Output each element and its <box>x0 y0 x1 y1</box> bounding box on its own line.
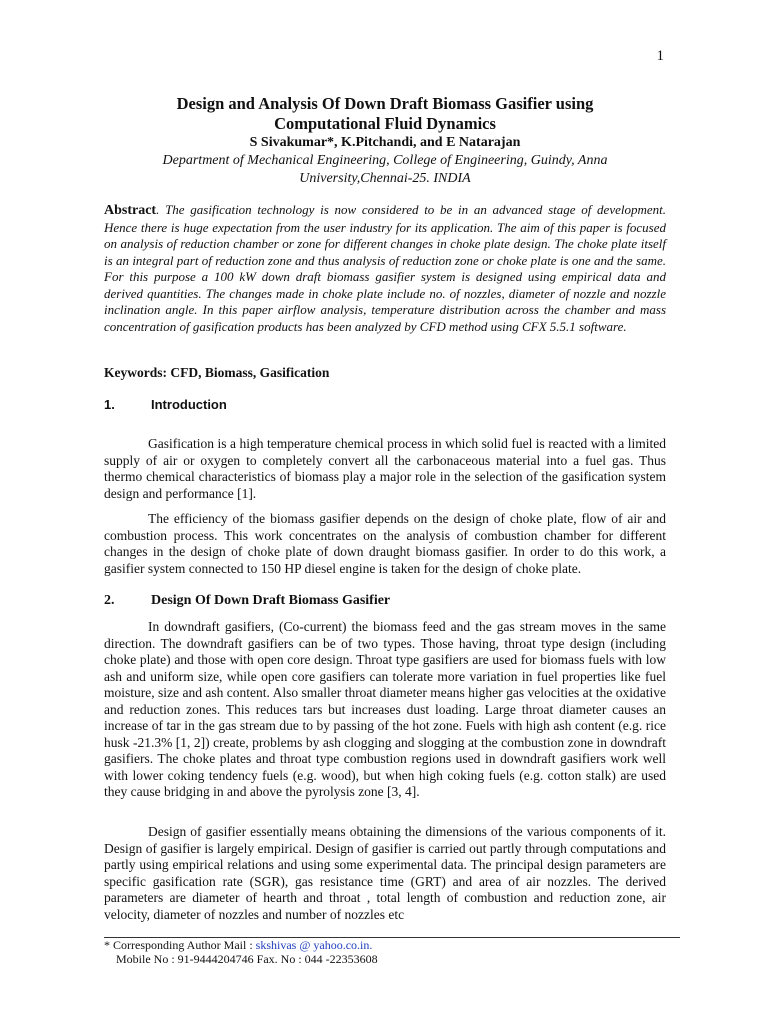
affiliation-line1: Department of Mechanical Engineering, College of Engineering, Guindy, Anna <box>162 153 608 168</box>
paragraph: Gasification is a high temperature chemical process in which solid fuel is reacted with a limited supply of air or oxygen to completely convert all the carbonaceous material into a fuel gas. Thus thermo chemical characteristics of biomass play a major role in the selection of the gasification system design and performance [1]. <box>104 436 666 501</box>
abstract <box>104 202 666 335</box>
footnote-author <box>104 938 372 952</box>
abstract-text: . The gasification technology is now considered to be in an advanced stage of development. Hence there is huge expectation from the user industry for its application. The aim of this paper is focused on analysis of reduction chamber or zone for different changes in choke plate design. The choke plate itself is an integral part of reduction zone and thus analysis of reduction zone or choke plate is one and the same. For this purpose a 100 kW down draft biomass gasifier system is designed using empirical data and derived quantities. The changes made in choke plate include no. of nozzles, diameter of nozzle and nozzle inclination angle. In this paper airflow analysis, temperature distribution across the chamber and mass concentration of gasification products has been analyzed by CFD method using CFX 5.5.1 software. <box>104 202 666 334</box>
paragraph: In downdraft gasifiers, (Co-current) the biomass feed and the gas stream moves in the same direction. The downdraft gasifiers can be of two types. Those having, throat type design (including choke plate) and those with open core design. Throat type gasifiers are used for biomass fuels with low ash and uniform size, while open core gasifiers can tolerate more variation in fuel properties like fuel moisture, size and ash content. Also smaller throat diameter means higher gas velocities at the oxidative and reduction zones. This reduces tars but increases dust loading. Large throat diameter causes an increase of tar in the gas stream due to by passing of the hot zone. Fuels with high ash content (e.g. rice husk -21.3% [1, 2]) create, problems by ash clogging and slogging at the combustion zone in downdraft gasifiers. The choke plates and throat type combustion regions used in downdraft gasifiers work well with lower coking tendency fuels (e.g. wood), but when high coking fuels (e.g. cotton stalk) are used they cause bridging in and above the pyrolysis zone [3, 4]. <box>104 619 666 799</box>
author-email-link[interactable]: skshivas @ yahoo.co.in. <box>255 938 373 952</box>
section-heading-introduction <box>104 397 227 412</box>
affiliation-line2: University,Chennai-25. INDIA <box>299 171 471 186</box>
paragraph: Design of gasifier essentially means obtaining the dimensions of the various components of it. Design of gasifier is largely empirical. Design of gasifier is carried out partly through computations and partly using empirical relations and using some experimental data. The principal design parameters are specific gasification rate (SGR), gas resistance time (GRT) and area of air nozzles. The derived parameters are diameter of hearth and throat , total length of combustion and reduction zone, air velocity, diameter of nozzles and number of nozzles etc <box>104 824 666 922</box>
paragraph: The efficiency of the biomass gasifier depends on the design of choke plate, flow of air and combustion process. This work concentrates on the analysis of combustion chamber for different changes in the design of choke plate of down draught biomass gasifier. In order to do this work, a gasifier system connected to 150 HP diesel engine is taken for the design of choke plate. <box>104 511 666 576</box>
section-title: Introduction <box>151 397 227 412</box>
paper-title-line1: Design and Analysis Of Down Draft Biomass Gasifier using <box>176 94 594 113</box>
page-number: 1 <box>656 48 664 64</box>
section-number: 1. <box>104 397 115 412</box>
abstract-label: Abstract <box>104 203 157 218</box>
section-number: 2. <box>104 593 115 608</box>
section-heading-design <box>104 593 390 609</box>
footnote-prefix: * Corresponding Author Mail : <box>104 938 256 952</box>
keywords: Keywords: CFD, Biomass, Gasification <box>104 365 330 380</box>
paper-title-line2: Computational Fluid Dynamics <box>274 114 496 133</box>
author-list: S Sivakumar*, K.Pitchandi, and E Natarajan <box>249 135 521 150</box>
section-title: Design Of Down Draft Biomass Gasifier <box>151 593 391 608</box>
footnote-contact: Mobile No : 91-9444204746 Fax. No : 044 -22353608 <box>116 952 378 966</box>
